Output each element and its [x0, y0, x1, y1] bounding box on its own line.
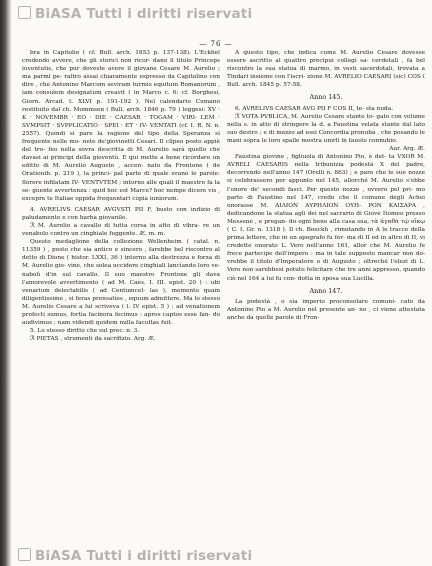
paragraph: A questo tipo, che indica come M. Aurelio Cesare dovesse essere ascritto al quattro precipui collegi sa- cerdotali , fa bel riscontro la sua statua di marmo, in vesti sacerdotali, trovata a Tindari insieme con l'iscri- zione M. AVRELIO CAESARI (sic) COS ( Bull. arch. 1845 p. 57-58. [227, 50, 425, 89]
paragraph: La podestà , o sia imperio proconsolare comuni- cato da Antonino Pio a M. Aurelio nel presente an- no , ci viene attestata anche da quelle parole di Fron- [227, 298, 425, 321]
section-heading: Anno 145. [309, 93, 343, 102]
paragraph: Faustina giovine , figliuola di Antonino Pio, è det- ta VXOR M. AVRELI CAESARIS nella tribunizia podestà X del padre, decorrendo nell'anno 147 (Orelli n. 863) ; e pare che le sue nozze si celebrassero per appunto nel 145, allorché M. Aurelio s'ebbe l'onore de' secondi fasci. Per questo nozze , ovvero pel pri- mo parto di Faustino nel 147, credo che il comune degli Achei onorasse M. ΑΙΛΙΟΝ ΑΥΡΗΛΙΟΝ ΟΥΗ- ΡΟΝ ΚΑΙΣΑΡΑ , dedicandone la statua agli dei nel sacrario di Giove Itomeo presso Messene , e pregan- do ogni bene alla casa sua, τὰ ἀγαθὰ τῷ οἴκῳ ( C. I. Gr. n. 1318 ). Il ch. Boeckh , rimutando in A le tracce della prima lettere, che in un apografo fu fer- ma di II ed in altro di II, vi credette onorato L. Vero nell'anno 161, allor che M. Aurelio fe frece partecipe dell'impero : ma in tale supposto mancar non do- vrebbe il titolo d'Imperatore o di Augusto ; oltreché l'elezi di L. Vero non sarebbesi potuto felicitare che tre anni appresso, quando ciò nel 164 a lui fu con- dotta in sposa sua Lucilla. [227, 154, 425, 282]
page-number: — 76 — [199, 40, 233, 48]
watermark-bottom [18, 548, 252, 564]
paragraph: bra in Capitolio ( cf. Bull. arch. 1853 p. 137-138). L'Eckhel credendo avvere, che gli storici non ricor- dano il titolo Princeps iuventutis, che pur doveste avere il giovane Cesare M. Aurelio ; ma parmi pe- raltro assai chiaramente espresso da Capitolino con dire , che Antonino Marcum seviram turmis equitum Romanorum , iam consulem designatum creavit ( in Marco c. 6: cf. Borghesi, Giorn. Arcad. t. XLVI p. 191-192 ). Nel calendario Cumano restituito dal ch. Mommsen ( Bull. arch. 1846 p. 79 ) leggesi: XV · K · NOVEMBR · EO · DIE · CAESAR · TOGAM · VIRI- LEM · SVMPSIT · SVPPLICATIO · SPEI · ET · IV- VENTATI (cf. I. R. N. n. 2557). Quindi si pare la ragione del tipo della Speranza si frequente nelle mo- nete de'giovinetti Cesari. Il clipeo posto appiè del tro- feo nella sovra descritta di M. Aurelio sarà quello che davasi ai principi della gioventù. E qui mette a bene ricordare un editto di M. Aurelio Augusto , accen- nato da Frontone ( de Orationib. p. 219 ), la princi- pal parte di quale erano le parole: florere infilatam IV- VENTVTEM ; intorno alle quali il maestro fa la se- guente avvertenza : quid hoc est Marce? hoc nempe dicere vis , excepre te Italiae oppida frequentari copia iuniorum. [22, 50, 220, 202]
paragraph: Questo medaglione della collezione Wellenheim ( catal. n. 11359 ) , posto che sia antico e sincero , farebbe bel riscontro al detto di Dione ( histor. LXXI, 36 ) intorno alla destrezza e forza di M. Aurelio gio- vine, che solea uccidere cinghiali lanciando loro ve- nabolì d'in sul cavallo. Il suo maestro Frontone gli dava l'amorevole avvertimento ( ad M. Caes. I. III. epist. 20 ) : ubi venarium delectabilis ( ad Centumcel- las ), memento quam diligentissime , si feras prensaties , equum admittere. Ma lo stesso M. Aurelio Cesare a lui scriveva ( l. IV epist. 5 ) : ad venationem profecti sumus, fortia facinora fecimus : apros captos esse fan- do audivimus ; nam videndi quidem nulla facultas fuit. [22, 239, 220, 327]
coin-reverse: ℛ PIETAS , strumenti da sacrifizio. Arg. Æ. [30, 336, 156, 343]
book-spine-shadow [0, 0, 12, 566]
coin-entry: 4. AVRELIVS CAESAR AVGVSTI PII F, busto con indizio di paludamento e con barba giovanile. [22, 206, 220, 221]
right-column [227, 49, 425, 322]
coin-entry: 6. AVRELIVS CAESAR AVG PII F COS II, te- sta nuda. [235, 105, 394, 112]
coin-reverse: ℛ VOTA PVBLICA, M. Aurelio Cesare stante to- gato con volume nella s. in atto di stringere la d. a Faustina velata stante dal lato suo destro ; e di mezzo ad essi Concordia pronuba , che posando le mani sopra le loro spalle mostra unirli in fausto connubio. [227, 113, 425, 144]
watermark-top [18, 6, 252, 22]
coin-entry: 5. Lo stesso diritto che sul prec. n. 3. [30, 328, 140, 335]
biasa-logo-icon [18, 548, 31, 561]
coin-reverse: ℛ M. Aurelio a cavallo di tutta corsa in atto di vibra- re un venabolo contro un cinghiale fuggente. Æ. m. m. [22, 222, 220, 238]
metal-note: Aur. Arg. Æ. [389, 146, 425, 153]
watermark-text: BiASA Tutti i diritti riservati [35, 548, 253, 564]
section-heading: Anno 147. [309, 286, 343, 295]
biasa-logo-icon [18, 6, 31, 19]
watermark-text: BiASA Tutti i diritti riservati [35, 6, 253, 22]
left-column [22, 49, 220, 343]
